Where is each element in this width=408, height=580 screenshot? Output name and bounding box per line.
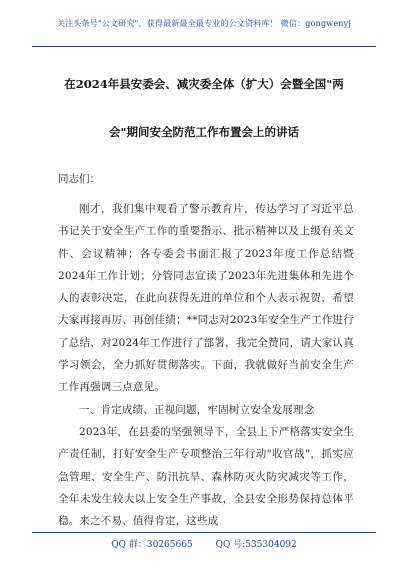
document-title-line-2: 会"期间安全防范工作布置会上的讲话 — [109, 125, 299, 139]
document-body — [58, 198, 354, 532]
paragraph: 刚才，我们集中观看了警示教育片，传达学习了习近平总书记关于安全生产工作的重要指示、批示精神以及上级有关文件、会议精神；各专委会书面汇报了2023年度工作总结暨2024年工作计划；分管同志宣读了2023年先进集体和先进个人的表彰决定，在此向获得先进的单位和个人表示祝贺，希望大家再接再厉、再创佳绩；**同志对2023年安全生产工作进行了总结、对2024年工作进行了部署，我完全赞同，请大家认真学习领会，全力抓好贯彻落实。下面，我就做好当前安全生产工作再强调三点意见。 — [58, 203, 354, 394]
document-title-line-1: 在2024年县安委会、减灾委全体（扩大）会暨全国"两 — [64, 77, 344, 91]
greeting: 同志们： — [58, 173, 100, 185]
paragraph: 2023年，在县委的坚强领导下，全县上下严格落实安全生产责任制，打好安全生产专项整治三年行动"收官战"，抓实应急管理、安全生产、防汛抗旱、森林防灭火防灾减灾等工作，全年未发生较大以上安全生产事故，全县安全形势保持总体平稳。来之不易、值得肯定，这些成 — [58, 425, 354, 528]
footer-divider — [32, 532, 376, 533]
header-divider — [32, 46, 376, 47]
section-heading: 一、肯定成绩、正视问题，牢固树立安全发展理念 — [79, 403, 315, 416]
footer-qq-number: QQ 号:535304092 — [215, 540, 297, 550]
header-note: 关注头条号"公文研究"，获得最新最全最专业的公文资料库！ 微信：gongwenyj — [56, 19, 352, 28]
footer — [0, 537, 408, 550]
footer-qq-group: QQ 群：30265665 — [111, 540, 193, 550]
